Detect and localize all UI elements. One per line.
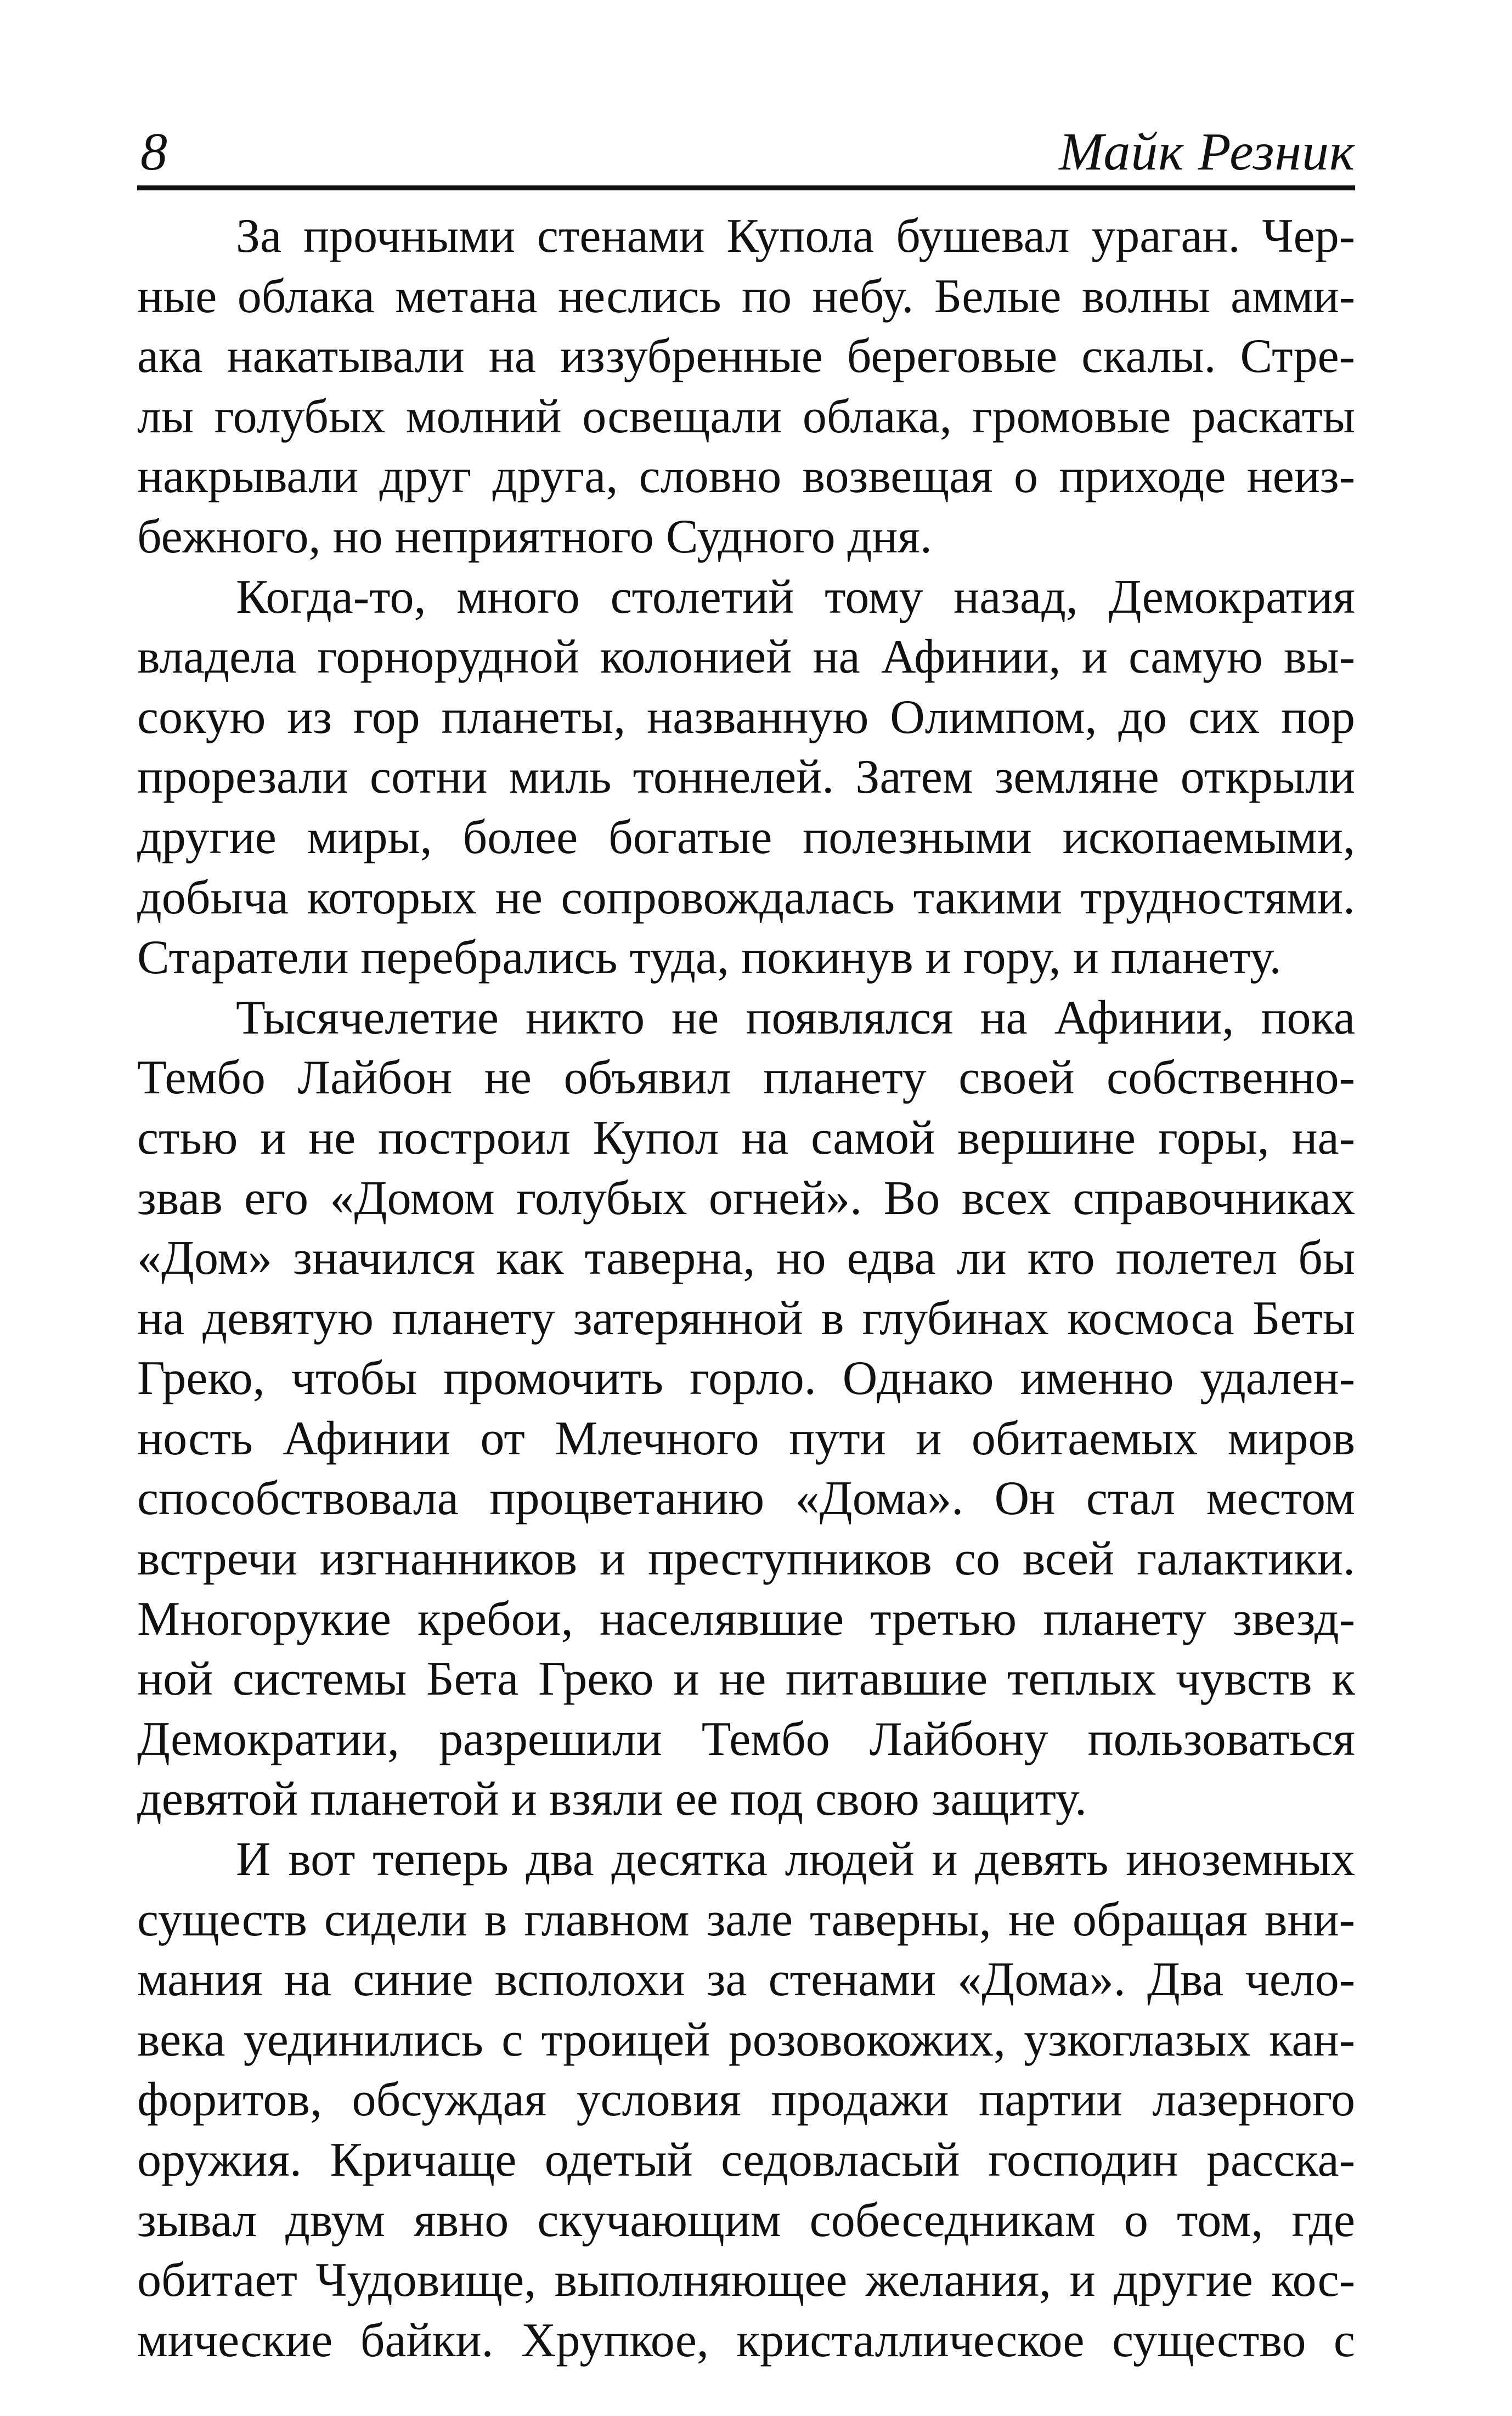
text-line: способствовала процветанию «Дома». Он стал местом	[137, 1472, 1355, 1526]
text-line: оружия. Кричаще одетый седовласый господин расска-	[137, 2133, 1355, 2187]
text-line: Тембо Лайбон не объявил планету своей собственно-	[137, 1051, 1355, 1105]
text-line: Старатели перебрались туда, покинув и гору, и планету.	[137, 931, 1282, 985]
text-line: зывал двум явно скучающим собеседникам о том, где	[137, 2193, 1355, 2247]
text-line: сокую из гор планеты, названную Олимпом, до сих пор	[137, 690, 1355, 744]
text-line: встречи изгнанников и преступников со всей галактики.	[137, 1532, 1355, 1586]
text-line: ные облака метана неслись по небу. Белые волны амми-	[137, 269, 1355, 323]
text-line: За прочными стенами Купола бушевал ураган. Чер-	[236, 210, 1355, 263]
text-line: Многорукие кребои, населявшие третью планету звезд-	[137, 1592, 1355, 1646]
text-line: на девятую планету затерянной в глубинах космоса Беты	[137, 1291, 1355, 1345]
header-rule	[137, 185, 1355, 190]
text-line: ака накатывали на иззубренные береговые скалы. Стре-	[137, 330, 1355, 383]
body-text	[137, 206, 1355, 2370]
text-line: звав его «Домом голубых огней». Во всех справочниках	[137, 1171, 1355, 1225]
text-line: мания на синие всполохи за стенами «Дома». Два чело-	[137, 1953, 1355, 2007]
text-line: Когда-то, много столетий тому назад, Демократия	[236, 570, 1355, 624]
text-line: владела горнорудной колонией на Афинии, и самую вы-	[137, 630, 1355, 684]
text-line: форитов, обсуждая условия продажи партии лазерного	[137, 2073, 1355, 2127]
text-line: существ сидели в главном зале таверны, не обращая вни-	[137, 1893, 1355, 1946]
text-line: Демократии, разрешили Тембо Лайбону пользоваться	[137, 1712, 1355, 1766]
paragraph	[137, 1830, 1355, 2370]
paragraph	[137, 567, 1355, 988]
text-line: лы голубых молний освещали облака, громовые раскаты	[137, 390, 1355, 443]
text-line: мические байки. Хрупкое, кристаллическое существо с	[137, 2313, 1355, 2367]
text-line: девятой планетой и взяли ее под свою защиту.	[137, 1773, 1087, 1826]
text-line: стью и не построил Купол на самой вершине горы, на-	[137, 1111, 1355, 1165]
page-number: 8	[140, 122, 167, 182]
text-line: Тысячелетие никто не появлялся на Афинии, пока	[236, 991, 1355, 1045]
text-line: добыча которых не сопровождалась такими трудностями.	[137, 871, 1355, 924]
text-line: другие миры, более богатые полезными ископаемыми,	[137, 810, 1355, 864]
text-line: «Дом» значился как таверна, но едва ли кто полетел бы	[137, 1232, 1355, 1285]
running-header	[137, 122, 1355, 182]
paragraph	[137, 988, 1355, 1830]
text-line: бежного, но неприятного Судного дня.	[137, 510, 932, 563]
text-line: И вот теперь два десятка людей и девять иноземных	[236, 1833, 1355, 1887]
text-line: ной системы Бета Греко и не питавшие теплых чувств к	[137, 1652, 1355, 1706]
text-line: обитает Чудовище, выполняющее желания, и другие кос-	[137, 2254, 1355, 2307]
running-head-author: Майк Резник	[1059, 122, 1355, 182]
text-line: Греко, чтобы промочить горло. Однако именно удален-	[137, 1352, 1355, 1405]
paragraph	[137, 206, 1355, 567]
text-line: ность Афинии от Млечного пути и обитаемых миров	[137, 1412, 1355, 1465]
text-line: прорезали сотни миль тоннелей. Затем земляне открыли	[137, 750, 1355, 804]
text-line: накрывали друг друга, словно возвещая о приходе неиз-	[137, 450, 1355, 504]
text-line: века уединились с троицей розовокожих, узкоглазых кан-	[137, 2013, 1355, 2067]
